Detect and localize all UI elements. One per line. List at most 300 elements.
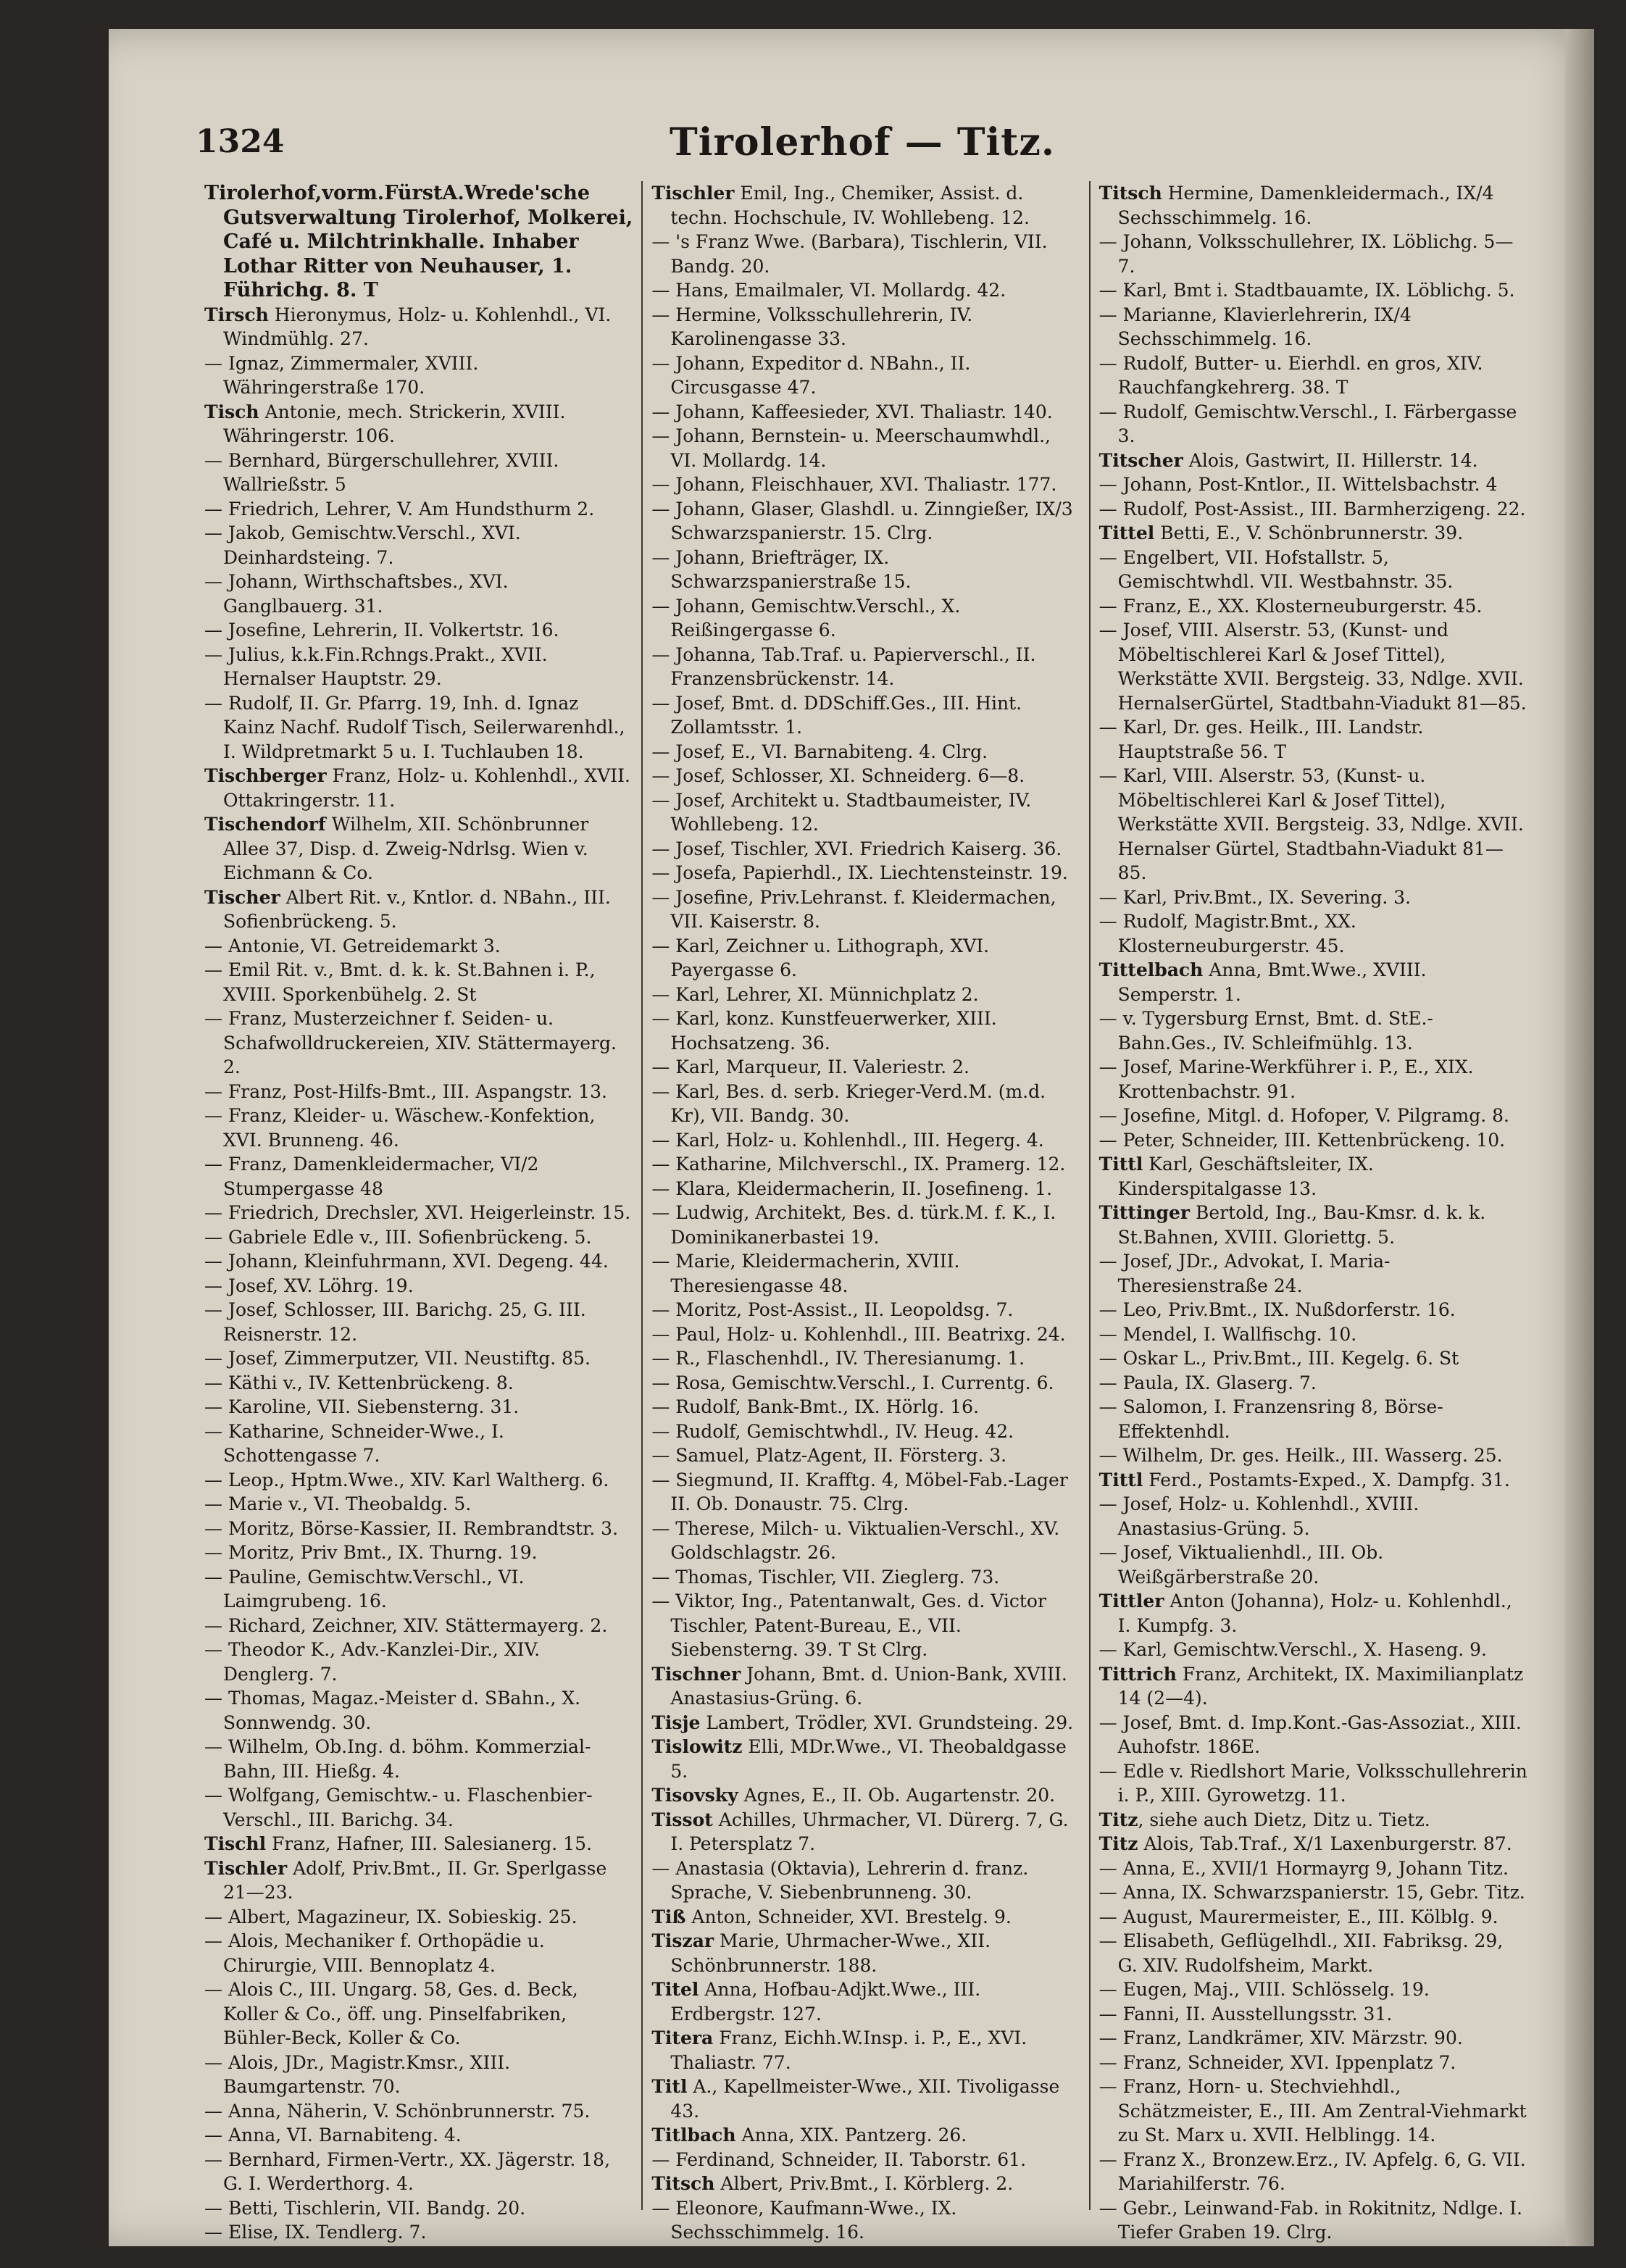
entry-text: Hermine, Damenkleidermach., IX/4 Sechsschimmelg. 16. — [1117, 183, 1494, 228]
directory-entry — [204, 1298, 633, 1346]
entry-text: — Josef, VIII. Alserstr. 53, (Kunst- und Möbeltischlerei Karl & Josef Tittel), Werkstätte XVII. Bergsteig. 33, Ndlge. XVII. HernalserGürtel, Stadtbahn-Viadukt 81—85. — [1098, 620, 1527, 714]
directory-entry — [1099, 1638, 1527, 1662]
entry-text: Alois, Gastwirt, II. Hillerstr. 14. — [1183, 449, 1478, 471]
directory-columns — [196, 181, 1536, 2243]
directory-entry — [204, 1468, 633, 1493]
directory-entry — [651, 472, 1080, 497]
page-number: 1324 — [196, 123, 285, 160]
directory-entry — [1099, 618, 1527, 715]
entry-text: — Johann, Glaser, Glashdl. u. Zinngießer, IX/3 Schwarzspanierstr. 15. Clrg. — [651, 498, 1073, 543]
entry-text: — Thomas, Tischler, VII. Zieglerg. 73. — [651, 1566, 1000, 1588]
entry-text: — Rudolf, II. Gr. Pfarrg. 19, Inh. d. Ignaz Kainz Nachf. Rudolf Tisch, Seilerwarenhdl., I. Wildpretmarkt 5 u. I. Tuchlauben 18. — [204, 692, 625, 762]
entry-text: — Franz, Damenkleidermacher, VI/2 Stumpergasse 48 — [204, 1154, 539, 1199]
entry-text: — v. Tygersburg Ernst, Bmt. d. StE.-Bahn.Ges., IV. Schleifmühlg. 13. — [1098, 1008, 1433, 1054]
entry-surname: Tischl — [204, 1833, 267, 1854]
entry-text: — Karl, konz. Kunstfeuerwerker, XIII. Hochsatzeng. 36. — [651, 1008, 997, 1054]
directory-entry — [1099, 1541, 1527, 1589]
entry-text: — Anna, E., XVII/1 Hormayrg 9, Johann Titz. — [1098, 1857, 1509, 1879]
directory-entry — [1099, 1759, 1527, 1808]
entry-text: — Ludwig, Architekt, Bes. d. türk.M. f. K., I. Dominikanerbastei 19. — [651, 1202, 1056, 1248]
directory-entry — [1099, 1905, 1527, 1930]
directory-entry — [651, 861, 1080, 885]
directory-entry — [204, 1152, 633, 1201]
entry-text: — Rudolf, Post-Assist., III. Barmherzigeng. 22. — [1098, 498, 1526, 520]
directory-entry — [651, 1152, 1080, 1177]
entry-surname: Tittler — [1098, 1590, 1164, 1612]
directory-entry — [651, 1711, 1080, 1735]
entry-text: Antonie, mech. Strickerin, XVIII. Währingerstr. 106. — [223, 401, 566, 446]
entry-text: — Karl, Priv.Bmt., IX. Severing. 3. — [1098, 886, 1412, 908]
entry-text: — Ferdinand, Schneider, II. Taborstr. 61. — [651, 2148, 1027, 2170]
entry-surname: Titz — [1098, 1809, 1138, 1830]
directory-entry — [204, 1929, 633, 1977]
directory-entry — [651, 181, 1080, 230]
directory-entry — [204, 400, 633, 449]
entry-surname: Titz — [1098, 1833, 1138, 1854]
entry-text: — Josef, Tischler, XVI. Friedrich Kaiserg. 36. — [651, 838, 1062, 859]
entry-surname: Titel — [651, 1979, 699, 2000]
directory-entry — [1099, 1006, 1527, 1055]
directory-entry — [1099, 1832, 1527, 1856]
directory-entry — [204, 691, 633, 764]
entry-surname: Tittel — [1098, 522, 1155, 543]
entry-surname: Tischner — [651, 1663, 741, 1685]
entry-text: Anna, Bmt.Wwe., XVIII. Semperstr. 1. — [1117, 959, 1427, 1005]
entry-text: Franz, Hafner, III. Salesianerg. 15. — [266, 1833, 592, 1854]
entry-text: — Antonie, VI. Getreidemarkt 3. — [204, 935, 501, 956]
entry-text: — Elise, IX. Tendlerg. 7. — [204, 2222, 427, 2243]
entry-text: — Alois C., III. Ungarg. 58, Ges. d. Beck, Koller & Co., öff. ung. Pinselfabriken, Bühler-Beck, Koller & Co. — [204, 1979, 578, 2048]
directory-entry — [651, 2123, 1080, 2148]
directory-entry — [1099, 1589, 1527, 1638]
directory-entry — [1099, 1443, 1527, 1468]
entry-surname: Tischer — [204, 886, 280, 908]
directory-entry — [1099, 1346, 1527, 1371]
entry-text: — Johann, Bernstein- u. Meerschaumwhdl., VI. Mollardg. 14. — [651, 425, 1051, 471]
entry-text: — Josef, Bmt. d. DDSchiff.Ges., III. Hint. Zollamtsstr. 1. — [651, 692, 1022, 738]
entry-text: Franz, Holz- u. Kohlenhdl., XVII. Ottakringerstr. 11. — [223, 765, 630, 811]
directory-entry — [204, 1977, 633, 2051]
entry-text: Anton (Johanna), Holz- u. Kohlenhdl., I. Kumpfg. 3. — [1117, 1590, 1512, 1636]
entry-text: Anna, XIX. Pantzerg. 26. — [735, 2125, 967, 2146]
entry-text: — Oskar L., Priv.Bmt., III. Kegelg. 6. St — [1098, 1348, 1459, 1369]
column-1 — [196, 181, 641, 2243]
entry-text: — Eugen, Maj., VIII. Schlösselg. 19. — [1098, 1979, 1430, 2000]
directory-entry — [1099, 1371, 1527, 1396]
entry-text: Ferd., Postamts-Exped., X. Dampfg. 31. — [1143, 1469, 1510, 1491]
entry-text: — Hermine, Volksschullehrerin, IV. Karolinengasse 33. — [651, 304, 973, 349]
entry-surname: Tisje — [651, 1712, 701, 1733]
directory-entry — [204, 1492, 633, 1517]
directory-entry — [204, 1686, 633, 1735]
directory-entry — [651, 546, 1080, 594]
directory-entry — [651, 643, 1080, 691]
directory-entry — [651, 1929, 1080, 1977]
directory-entry — [651, 1298, 1080, 1322]
directory-entry — [204, 2196, 633, 2221]
entry-text: Albert Rit. v., Kntlor. d. NBahn., III. Sofienbrückeng. 5. — [223, 886, 611, 932]
entry-text: Agnes, E., II. Ob. Augartenstr. 20. — [738, 1785, 1056, 1806]
entry-text: — Josefine, Mitgl. d. Hofoper, V. Pilgramg. 8. — [1098, 1105, 1509, 1126]
entry-text: — Josef, Zimmerputzer, VII. Neustiftg. 85. — [204, 1348, 591, 1369]
entry-text: — Karl, Lehrer, XI. Münnichplatz 2. — [651, 983, 979, 1005]
directory-entry — [204, 1783, 633, 1832]
entry-text: — Wilhelm, Dr. ges. Heilk., III. Wasserg. 25. — [1098, 1445, 1503, 1466]
directory-entry — [204, 1274, 633, 1298]
entry-text: — Rudolf, Gemischtw.Verschl., I. Färbergasse 3. — [1098, 401, 1517, 446]
entry-text: Bertold, Ing., Bau-Kmsr. d. k. k. St.Bahnen, XVIII. Gloriettg. 5. — [1117, 1202, 1486, 1248]
entry-text: — Katharine, Milchverschl., IX. Pramerg. 12. — [651, 1154, 1066, 1175]
directory-entry — [204, 1638, 633, 1686]
directory-entry — [1099, 1128, 1527, 1153]
entry-surname: Tischler — [204, 1857, 288, 1879]
entry-text: — Karl, Gemischtw.Verschl., X. Haseng. 9. — [1098, 1639, 1487, 1660]
entry-text: — Peter, Schneider, III. Kettenbrückeng. 10. — [1098, 1129, 1506, 1151]
directory-entry — [204, 1565, 633, 1614]
entry-text: — Franz, Kleider- u. Wäschew.-Konfektion, XVI. Brunneng. 46. — [204, 1105, 596, 1151]
entry-text: — Johann, Kleinfuhrmann, XVI. Degeng. 44. — [204, 1251, 609, 1272]
directory-entry — [651, 2172, 1080, 2196]
directory-entry — [651, 1395, 1080, 1419]
directory-entry — [651, 983, 1080, 1007]
directory-entry — [1099, 472, 1527, 497]
page-header — [196, 94, 1529, 174]
entry-text: — Rudolf, Butter- u. Eierhdl. en gros, XIV. Rauchfangkehrerg. 38. T — [1098, 352, 1483, 398]
directory-entry — [651, 1443, 1080, 1468]
entry-text: — Karl, Marqueur, II. Valeriestr. 2. — [651, 1056, 970, 1077]
directory-entry — [651, 351, 1080, 400]
directory-entry — [651, 2075, 1080, 2123]
directory-entry — [1099, 1856, 1527, 1881]
directory-entry — [651, 1517, 1080, 1565]
entry-text: — August, Maurermeister, E., III. Kölblg. 9. — [1098, 1906, 1498, 1927]
entry-text: — Therese, Milch- u. Viktualien-Verschl., XV. Goldschlagstr. 26. — [651, 1517, 1060, 1563]
directory-entry — [651, 303, 1080, 351]
directory-entry — [1099, 546, 1527, 594]
directory-entry — [651, 1662, 1080, 1711]
directory-entry — [651, 691, 1080, 740]
entry-surname: Tittelbach — [1098, 959, 1204, 980]
directory-entry — [651, 1128, 1080, 1153]
entry-text: — Wolfgang, Gemischtw.- u. Flaschenbier-Verschl., III. Barichg. 34. — [204, 1785, 593, 1830]
directory-entry — [204, 1735, 633, 1783]
entry-text: — Josef, E., VI. Barnabiteng. 4. Clrg. — [651, 741, 988, 762]
directory-entry — [1099, 594, 1527, 619]
entry-surname: Tirolerhof,vorm.FürstA.Wrede'sche — [204, 182, 591, 204]
directory-entry — [1099, 351, 1527, 400]
directory-entry — [1099, 1880, 1527, 1905]
directory-entry — [204, 643, 633, 691]
directory-entry — [651, 2196, 1080, 2245]
entry-text: — Theodor K., Adv.-Kanzlei-Dir., XIV. Denglerg. 7. — [204, 1639, 541, 1685]
entry-text: — Rudolf, Bank-Bmt., IX. Hörlg. 16. — [651, 1396, 980, 1417]
directory-entry — [651, 740, 1080, 764]
directory-entry — [204, 1395, 633, 1419]
directory-entry — [204, 521, 633, 570]
directory-entry — [204, 1006, 633, 1080]
entry-text: — Josefine, Priv.Lehranst. f. Kleidermachen, VII. Kaiserstr. 8. — [651, 886, 1056, 932]
entry-text: — Josef, JDr., Advokat, I. Maria-Theresienstraße 24. — [1098, 1251, 1391, 1296]
directory-entry — [1099, 1395, 1527, 1443]
entry-text: — Ignaz, Zimmermaler, XVIII. Währingerstraße 170. — [204, 352, 479, 398]
entry-surname: Tisch — [204, 401, 259, 422]
directory-entry — [204, 812, 633, 885]
entry-text: — Thomas, Magaz.-Meister d. SBahn., X. Sonnwendg. 30. — [204, 1688, 581, 1733]
entry-surname: Tischler — [651, 183, 735, 204]
entry-text: Lambert, Trödler, XVI. Grundsteing. 29. — [700, 1712, 1074, 1733]
directory-entry — [204, 181, 633, 303]
entry-text: — Franz X., Bronzew.Erz., IV. Apfelg. 6, G. VII. Mariahilferstr. 76. — [1098, 2148, 1526, 2194]
directory-entry — [651, 1346, 1080, 1371]
directory-entry — [651, 1856, 1080, 1905]
entry-text: Achilles, Uhrmacher, VI. Dürerg. 7, G. I. Petersplatz 7. — [670, 1809, 1069, 1854]
directory-entry — [204, 1371, 633, 1396]
directory-entry — [1099, 2075, 1527, 2148]
entry-text: — Franz, Post-Hilfs-Bmt., III. Aspangstr. 13. — [204, 1080, 607, 1102]
directory-entry — [651, 1419, 1080, 1444]
entry-text: Elli, MDr.Wwe., VI. Theobaldgasse 5. — [670, 1736, 1067, 1782]
entry-surname: Tiß — [651, 1906, 686, 1927]
entry-text: — Anastasia (Oktavia), Lehrerin d. franz. Sprache, V. Siebenbrunneng. 30. — [651, 1857, 1029, 1903]
directory-entry — [1099, 958, 1527, 1006]
entry-text: — Anna, VI. Barnabiteng. 4. — [204, 2125, 462, 2146]
directory-entry — [204, 449, 633, 497]
entry-text: Franz, Eichh.W.Insp. i. P., E., XVI. Thaliastr. 77. — [670, 2027, 1027, 2073]
entry-text: — Jakob, Gemischtw.Verschl., XVI. Deinhardsteing. 7. — [204, 522, 521, 568]
entry-text: — Paul, Holz- u. Kohlenhdl., III. Beatrixg. 24. — [651, 1323, 1066, 1345]
directory-entry — [1099, 2148, 1527, 2196]
entry-text: Marie, Uhrmacher-Wwe., XII. Schönbrunnerstr. 188. — [670, 1930, 991, 1976]
entry-text: — Karl, Zeichner u. Lithograph, XVI. Payergasse 6. — [651, 935, 990, 980]
entry-text: — Josef, Schlosser, III. Barichg. 25, G. III. Reisnerstr. 12. — [204, 1299, 586, 1345]
entry-text: — Josef, Bmt. d. Imp.Kont.-Gas-Assoziat., XIII. Auhofstr. 186E. — [1098, 1712, 1522, 1757]
entry-text: — Hans, Emailmaler, VI. Mollardg. 42. — [651, 280, 1006, 301]
directory-entry — [1099, 909, 1527, 958]
entry-text: — Franz, E., XX. Klosterneuburgerstr. 45. — [1098, 595, 1483, 617]
directory-entry — [204, 1225, 633, 1250]
directory-entry — [651, 934, 1080, 983]
directory-entry — [1099, 1492, 1527, 1541]
entry-surname: Tittl — [1098, 1154, 1143, 1175]
entry-text: Emil, Ing., Chemiker, Assist. d. techn. Hochschule, IV. Wohllebeng. 12. — [670, 183, 1030, 228]
entry-text: — Klara, Kleidermacherin, II. Josefineng. 1. — [651, 1177, 1053, 1199]
directory-entry — [204, 1856, 633, 1905]
directory-entry — [1099, 715, 1527, 764]
directory-entry — [651, 885, 1080, 934]
entry-text: — Mendel, I. Wallfischg. 10. — [1098, 1323, 1357, 1345]
entry-text: — Johann, Wirthschaftsbes., XVI. Ganglbauerg. 31. — [204, 571, 509, 617]
entry-surname: Tischendorf — [204, 814, 326, 835]
directory-entry — [204, 1104, 633, 1152]
entry-surname: Tisovsky — [651, 1785, 738, 1806]
directory-entry — [1099, 181, 1527, 230]
entry-text: — Samuel, Platz-Agent, II. Försterg. 3. — [651, 1445, 1007, 1466]
directory-entry — [204, 958, 633, 1006]
entry-text: — Paula, IX. Glaserg. 7. — [1098, 1372, 1317, 1393]
entry-surname: Tislowitz — [651, 1736, 743, 1757]
entry-text: — Gebr., Leinwand-Fab. in Rokitnitz, Ndlge. I. Tiefer Graben 19. Clrg. — [1098, 2197, 1522, 2243]
entry-text: Adolf, Priv.Bmt., II. Gr. Sperlgasse 21—23. — [223, 1857, 607, 1903]
entry-text: — Friedrich, Drechsler, XVI. Heigerleinstr. 15. — [204, 1202, 631, 1223]
entry-text: — Johanna, Tab.Traf. u. Papierverschl., II. Franzensbrückenstr. 14. — [651, 643, 1036, 689]
directory-entry — [651, 1080, 1080, 1128]
entry-surname: Tiszar — [651, 1930, 714, 1951]
directory-entry — [1099, 2002, 1527, 2027]
entry-text: — Albert, Magazineur, IX. Sobieskig. 25. — [204, 1906, 578, 1927]
entry-surname: Titl — [651, 2076, 688, 2097]
directory-entry — [651, 1783, 1080, 1808]
directory-entry — [1099, 764, 1527, 885]
directory-entry — [651, 1808, 1080, 1856]
entry-text: Karl, Geschäftsleiter, IX. Kinderspitalgasse 13. — [1117, 1154, 1374, 1199]
running-head: Tirolerhof — Titz. — [670, 120, 1055, 164]
entry-text: Franz, Architekt, IX. Maximilianplatz 14 (2—4). — [1117, 1663, 1524, 1709]
directory-entry — [651, 1006, 1080, 1055]
entry-text: — Franz, Horn- u. Stechviehhdl., Schätzmeister, E., III. Am Zentral-Viehmarkt zu St. Marx u. XVII. Helblingg. 14. — [1098, 2076, 1527, 2146]
directory-entry — [1099, 1808, 1527, 1833]
directory-entry — [204, 1517, 633, 1541]
entry-text: — Betti, Tischlerin, VII. Bandg. 20. — [204, 2197, 526, 2219]
directory-entry — [651, 1468, 1080, 1517]
entry-text: — R., Flaschenhdl., IV. Theresianumg. 1. — [651, 1348, 1025, 1369]
entry-text: — Siegmund, II. Krafftg. 4, Möbel-Fab.-Lager II. Ob. Donaustr. 75. Clrg. — [651, 1469, 1068, 1514]
directory-entry — [1099, 2051, 1527, 2075]
entry-surname: Tissot — [651, 1809, 713, 1830]
entry-text: — Franz, Landkrämer, XIV. Märzstr. 90. — [1098, 2027, 1463, 2048]
directory-entry — [1099, 278, 1527, 303]
entry-text: — Käthi v., IV. Kettenbrückeng. 8. — [204, 1372, 514, 1393]
entry-text: — Emil Rit. v., Bmt. d. k. k. St.Bahnen i. P., XVIII. Sporkenbühelg. 2. St — [204, 959, 596, 1005]
directory-entry — [651, 1977, 1080, 2026]
directory-entry — [1099, 1468, 1527, 1493]
entry-text: — Josef, Marine-Werkführer i. P., E., XIX. Krottenbachstr. 91. — [1098, 1056, 1474, 1102]
directory-entry — [1099, 1152, 1527, 1201]
directory-entry — [651, 1565, 1080, 1590]
entry-text: — Karl, Bmt i. Stadtbauamte, IX. Löblichg. 5. — [1098, 280, 1515, 301]
directory-entry — [1099, 1711, 1527, 1759]
directory-entry — [1099, 1977, 1527, 2002]
entry-text: Gutsverwaltung Tirolerhof, Molkerei, Café u. Milchtrinkhalle. Inhaber Lothar Ritter von Neuhauser, 1. Führichg. 8. T — [223, 206, 633, 301]
directory-entry — [651, 278, 1080, 303]
directory-entry — [204, 1249, 633, 1274]
directory-entry — [204, 934, 633, 959]
directory-entry — [1099, 1055, 1527, 1104]
directory-entry — [651, 1735, 1080, 1783]
directory-entry — [651, 2026, 1080, 2075]
entry-text: — Johann, Fleischhauer, XVI. Thaliastr. 177. — [651, 474, 1057, 495]
entry-text: — Moritz, Börse-Kassier, II. Rembrandtstr. 3. — [204, 1517, 619, 1539]
entry-text: — Karl, Dr. ges. Heilk., III. Landstr. Hauptstraße 56. T — [1098, 717, 1424, 762]
entry-surname: Tirsch — [204, 304, 269, 325]
entry-surname: Titera — [651, 2027, 714, 2048]
entry-surname: Titlbach — [651, 2125, 736, 2146]
directory-entry — [204, 303, 633, 351]
entry-text: — Eleonore, Kaufmann-Wwe., IX. Sechsschimmelg. 16. — [651, 2197, 957, 2243]
directory-entry — [1099, 449, 1527, 473]
entry-text: A., Kapellmeister-Wwe., XII. Tivoligasse 43. — [670, 2076, 1060, 2122]
directory-entry — [651, 497, 1080, 546]
entry-text: — 's Franz Wwe. (Barbara), Tischlerin, VII. Bandg. 20. — [651, 231, 1048, 277]
entry-text: — Viktor, Ing., Patentanwalt, Ges. d. Victor Tischler, Patent-Bureau, E., VII. Siebensterng. 39. T St Clrg. — [651, 1590, 1046, 1660]
entry-text: — Johann, Gemischtw.Verschl., X. Reißingergasse 6. — [651, 595, 961, 641]
entry-text: — Julius, k.k.Fin.Rchngs.Prakt., XVII. Hernalser Hauptstr. 29. — [204, 643, 548, 689]
directory-entry — [1099, 1929, 1527, 1977]
page-edge — [1565, 29, 1594, 2246]
directory-entry — [204, 497, 633, 522]
entry-text: — Katharine, Schneider-Wwe., I. Schottengasse 7. — [204, 1420, 504, 1466]
directory-entry — [204, 2051, 633, 2099]
directory-entry — [204, 1614, 633, 1638]
directory-entry — [651, 1589, 1080, 1662]
entry-text: — Anna, Näherin, V. Schönbrunnerstr. 75. — [204, 2100, 591, 2122]
directory-entry — [651, 594, 1080, 643]
directory-entry — [651, 764, 1080, 788]
entry-text: — Bernhard, Bürgerschullehrer, XVIII. Wallrießstr. 5 — [204, 449, 559, 495]
directory-entry — [651, 788, 1080, 837]
entry-text: — Moritz, Priv Bmt., IX. Thurng. 19. — [204, 1542, 538, 1563]
entry-text: — Bernhard, Firmen-Vertr., XX. Jägerstr. 18, G. I. Werderthorg. 4. — [204, 2148, 611, 2194]
column-2 — [641, 181, 1088, 2243]
directory-entry — [651, 1055, 1080, 1080]
entry-text: Anton, Schneider, XVI. Brestelg. 9. — [685, 1906, 1012, 1927]
directory-entry — [651, 230, 1080, 278]
entry-text: — Marie v., VI. Theobaldg. 5. — [204, 1493, 472, 1514]
directory-entry — [1099, 303, 1527, 351]
entry-text: — Johann, Briefträger, IX. Schwarzspanierstraße 15. — [651, 546, 912, 592]
entry-text: — Johann, Kaffeesieder, XVI. Thaliastr. 140. — [651, 401, 1053, 422]
entry-text: — Josef, Architekt u. Stadtbaumeister, IV. Wohllebeng. 12. — [651, 789, 1032, 835]
entry-surname: Titscher — [1098, 449, 1183, 471]
entry-text: — Alois, Mechaniker f. Orthopädie u. Chirurgie, VIII. Bennoplatz 4. — [204, 1930, 545, 1976]
directory-entry — [651, 1201, 1080, 1249]
directory-entry — [1099, 2026, 1527, 2051]
entry-text: — Anna, IX. Schwarzspanierstr. 15, Gebr. Titz. — [1098, 1882, 1525, 1903]
directory-entry — [651, 1177, 1080, 1201]
directory-entry — [1099, 1298, 1527, 1322]
entry-text: Albert, Priv.Bmt., I. Körblerg. 2. — [714, 2173, 1014, 2194]
directory-entry — [651, 1371, 1080, 1396]
entry-text: — Moritz, Post-Assist., II. Leopoldsg. 7. — [651, 1299, 1014, 1320]
directory-entry — [204, 1905, 633, 1930]
entry-text: — Marianne, Klavierlehrerin, IX/4 Sechsschimmelg. 16. — [1098, 304, 1412, 349]
entry-surname: Tittl — [1098, 1469, 1143, 1491]
entry-text: Alois, Tab.Traf., X/1 Laxenburgerstr. 87. — [1138, 1833, 1512, 1854]
entry-text: — Friedrich, Lehrer, V. Am Hundsthurm 2. — [204, 498, 595, 520]
entry-text: — Edle v. Riedlshort Marie, Volksschullehrerin i. P., XIII. Gyrowetzg. 11. — [1098, 1760, 1527, 1806]
directory-page — [109, 29, 1594, 2246]
entry-text: — Marie, Kleidermacherin, XVIII. Theresiengasse 48. — [651, 1251, 960, 1296]
directory-entry — [651, 1322, 1080, 1347]
directory-entry — [651, 1905, 1080, 1930]
directory-entry — [204, 2148, 633, 2196]
directory-entry — [1099, 2196, 1527, 2245]
entry-text: — Elisabeth, Geflügelhdl., XII. Fabriksg. 29, G. XIV. Rudolfsheim, Markt. — [1098, 1930, 1504, 1976]
entry-text: — Leo, Priv.Bmt., IX. Nußdorferstr. 16. — [1098, 1299, 1456, 1320]
entry-text: — Rudolf, Gemischtwhdl., IV. Heug. 42. — [651, 1420, 1014, 1442]
entry-text: — Josefine, Lehrerin, II. Volkertstr. 16. — [204, 620, 559, 641]
directory-entry — [204, 1346, 633, 1371]
directory-entry — [651, 1249, 1080, 1298]
entry-text: — Josef, XV. Löhrg. 19. — [204, 1275, 414, 1296]
directory-entry — [204, 2220, 633, 2245]
entry-text: — Fanni, II. Ausstellungsstr. 31. — [1098, 2003, 1393, 2025]
entry-text: — Josef, Holz- u. Kohlenhdl., XVIII. Anastasius-Grüng. 5. — [1098, 1493, 1419, 1539]
entry-surname: Titsch — [651, 2173, 715, 2194]
directory-entry — [651, 400, 1080, 425]
directory-entry — [1099, 1249, 1527, 1298]
entry-text: , siehe auch Dietz, Ditz u. Tietz. — [1138, 1809, 1430, 1830]
directory-entry — [1099, 230, 1527, 278]
